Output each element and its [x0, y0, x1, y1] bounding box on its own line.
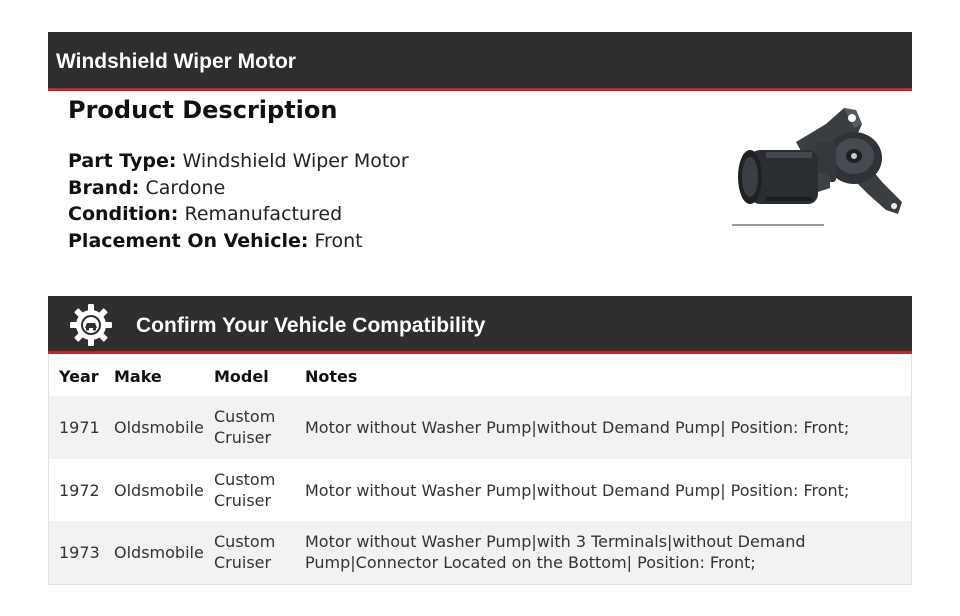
- column-header-year: Year: [59, 367, 99, 386]
- gear-car-icon: [69, 303, 113, 347]
- table-row: [49, 396, 911, 459]
- spec-condition: [68, 203, 342, 225]
- spec-value: Remanufactured: [184, 203, 343, 225]
- spec-value: Front: [314, 230, 363, 252]
- cell-notes: Motor without Washer Pump|with 3 Terminals|without Demand Pump|Connector Located on the Bottom| Position: Front;: [305, 532, 806, 572]
- product-title-bar: [48, 32, 912, 91]
- spec-label: Placement On Vehicle:: [68, 230, 309, 252]
- table-header-row: [49, 354, 911, 396]
- cell-model: Custom Cruiser: [214, 532, 276, 572]
- cell-year: 1972: [59, 480, 100, 500]
- cell-make: Oldsmobile: [114, 543, 204, 562]
- cell-year: 1973: [59, 543, 100, 562]
- column-header-model: Model: [214, 367, 269, 386]
- wiper-motor-product-image: [726, 102, 906, 232]
- spec-label: Part Type:: [68, 150, 177, 172]
- table-row: [49, 521, 911, 584]
- cell-notes: Motor without Washer Pump|without Demand Pump| Position: Front;: [305, 418, 850, 437]
- compatibility-title: Confirm Your Vehicle Compatibility: [136, 314, 486, 337]
- cell-notes: Motor without Washer Pump|without Demand Pump| Position: Front;: [305, 480, 850, 500]
- spec-value: Windshield Wiper Motor: [182, 150, 409, 172]
- spec-label: Brand:: [68, 177, 140, 199]
- spec-value: Cardone: [145, 177, 226, 199]
- product-description-heading: Product Description: [68, 96, 338, 124]
- cell-make: Oldsmobile: [114, 418, 204, 437]
- cell-year: 1971: [59, 418, 100, 437]
- spec-part-type: [68, 150, 409, 172]
- compatibility-header-bar: [48, 296, 912, 354]
- column-header-make: Make: [114, 367, 162, 386]
- cell-model: Custom Cruiser: [214, 407, 276, 447]
- column-header-notes: Notes: [305, 367, 358, 386]
- table-row: [49, 459, 911, 522]
- spec-label: Condition:: [68, 203, 179, 225]
- spec-placement: [68, 230, 363, 252]
- cell-model: Custom Cruiser: [214, 469, 276, 510]
- cell-make: Oldsmobile: [114, 480, 204, 500]
- compatibility-table: [48, 354, 912, 585]
- spec-brand: [68, 177, 225, 199]
- product-title: Windshield Wiper Motor: [56, 50, 296, 73]
